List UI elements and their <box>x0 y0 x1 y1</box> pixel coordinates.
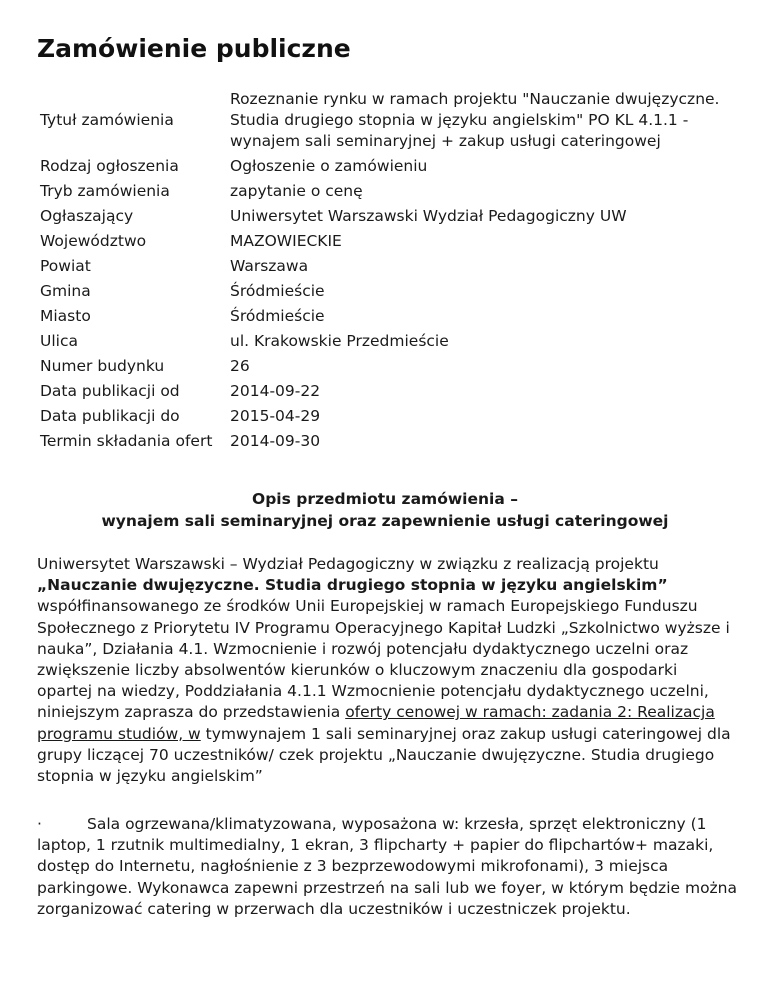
detail-row <box>37 379 730 404</box>
detail-row <box>37 254 730 279</box>
bullet-list-item <box>37 814 737 920</box>
detail-label: Województwo <box>40 232 147 250</box>
details-table <box>37 87 730 454</box>
detail-row <box>37 429 730 454</box>
detail-label: Powiat <box>40 257 91 275</box>
detail-label: Tytuł zamówienia <box>40 111 174 129</box>
intro-middle: współfinansowanego ze środków Unii Europejskiej w ramach Europejskiego Funduszu Społecznego z Priorytetu IV Programu Operacyjnego Kapitał Ludzki „Szkolnictwo wyższe i nauka”, Działania 4.1. Wzmocnienie i rozwój potencjału dydaktycznego uczelni oraz zwiększenie liczby absolwentów kierunków o kluczowym znaczeniu dla gospodarki opartej na wiedzy, Poddziałania 4.1.1 Wzmocnienie potencjału dydaktycznego uczelni, niniejszym zaprasza do przedstawienia <box>37 597 730 722</box>
description-heading <box>37 488 733 532</box>
intro-end: tymwynajem 1 sali seminaryjnej oraz zakup usługi cateringowej dla grupy liczącej 70 uczestników/ czek projektu „Nauczanie dwujęzyczne. Studia drugiego stopnia w języku angielskim” <box>37 724 731 786</box>
detail-row <box>37 404 730 429</box>
detail-row <box>37 354 730 379</box>
detail-label: Rodzaj ogłoszenia <box>40 157 179 175</box>
detail-value: 2014-09-30 <box>230 432 321 450</box>
detail-label: Miasto <box>40 307 91 325</box>
detail-row <box>37 204 730 229</box>
detail-row <box>37 279 730 304</box>
detail-value: zapytanie o cenę <box>230 182 363 200</box>
detail-row <box>37 229 730 254</box>
detail-label: Data publikacji do <box>40 407 180 425</box>
detail-label: Termin składania ofert <box>40 432 213 450</box>
page-title: Zamówienie publiczne <box>37 34 351 63</box>
detail-label: Ogłaszający <box>40 207 134 225</box>
detail-row <box>37 179 730 204</box>
project-name: „Nauczanie dwujęzyczne. Studia drugiego stopnia w języku angielskim” <box>37 576 668 595</box>
bullet-icon: · <box>37 815 42 833</box>
intro-start: Uniwersytet Warszawski – Wydział Pedagogiczny w związku z realizacją projektu <box>37 555 659 573</box>
detail-value: MAZOWIECKIE <box>230 232 342 250</box>
detail-value: Śródmieście <box>230 282 325 300</box>
detail-value: Ogłoszenie o zamówieniu <box>230 157 428 175</box>
detail-value: Śródmieście <box>230 307 325 325</box>
offer-scope-text: oferty cenowej w ramach: zadania 2: Realizacja programu studiów, w <box>37 703 715 743</box>
detail-label: Tryb zamówienia <box>40 182 170 200</box>
detail-value: Uniwersytet Warszawski Wydział Pedagogiczny UW <box>230 207 627 225</box>
description-heading-line-2: wynajem sali seminaryjnej oraz zapewnienie usługi cateringowej <box>101 512 669 530</box>
detail-row <box>37 87 730 154</box>
detail-value: Warszawa <box>230 257 309 275</box>
detail-label: Gmina <box>40 282 91 300</box>
detail-label: Ulica <box>40 332 78 350</box>
detail-row <box>37 304 730 329</box>
bullet-text: Sala ogrzewana/klimatyzowana, wyposażona w: krzesła, sprzęt elektroniczny (1 laptop, 1 rzutnik multimedialny, 1 ekran, 3 flipcharty + papier do flipchartów+ mazaki, dostęp do Internetu, nagłośnienie z 3 bezprzewodowymi mikrofonami), 3 miejsca parkingowe. Wykonawca zapewni przestrzeń na sali lub we foyer, w którym będzie można zorganizować catering w przerwach dla uczestników i uczestniczek projektu. <box>37 815 738 918</box>
detail-value: 2014-09-22 <box>230 382 321 400</box>
detail-row <box>37 154 730 179</box>
detail-row <box>37 329 730 354</box>
detail-label: Numer budynku <box>40 357 165 375</box>
detail-value: Rozeznanie rynku w ramach projektu "Nauczanie dwujęzyczne. Studia drugiego stopnia w języku angielskim" PO KL 4.1.1 - wynajem sali seminaryjnej + zakup usługi cateringowej <box>230 90 720 150</box>
detail-value: 2015-04-29 <box>230 407 321 425</box>
detail-value: 26 <box>230 357 250 375</box>
intro-paragraph <box>37 554 737 787</box>
detail-value: ul. Krakowskie Przedmieście <box>230 332 449 350</box>
description-heading-line-1: Opis przedmiotu zamówienia – <box>252 490 518 508</box>
detail-label: Data publikacji od <box>40 382 180 400</box>
